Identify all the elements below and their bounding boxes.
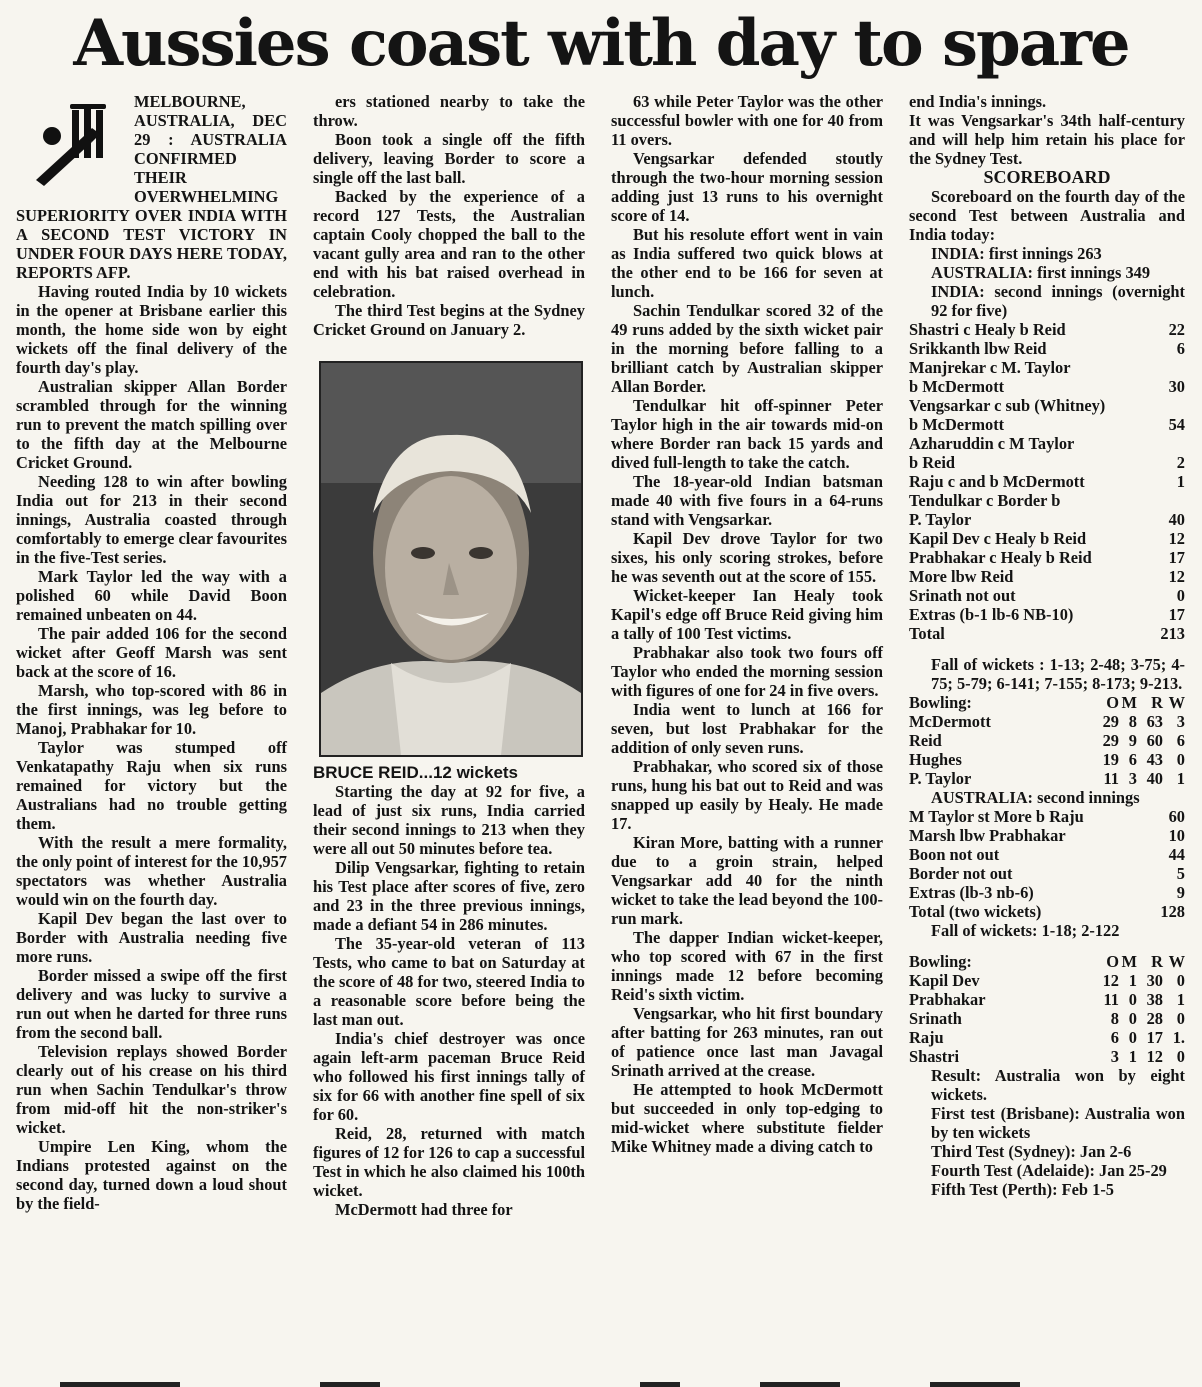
batsman-dismissal: Manjrekar c M. Taylor [909,358,1071,377]
bowling-cell: 6 [1128,750,1137,769]
portrait-image [321,363,581,755]
article-paragraph: Kapil Dev began the last over to Border with Australia needing five more runs. [16,909,287,966]
article-paragraph: Boon took a single off the fifth delivery, leaving Border to score a single off the last ball. [313,130,585,187]
batting-row [909,624,1185,643]
runs-scored: 17 [1168,548,1185,567]
batting-row [909,472,1185,491]
bowling-cell: 1 [1176,769,1185,788]
bowling-cell: 0 [1176,971,1185,990]
batsman-dismissal: Prabhakar c Healy b Reid [909,548,1092,567]
cricket-stumps-icon [26,100,122,190]
article-paragraph: But his resolute effort went in vain as India suffered two quick blows at the other end to be 166 for seven at lunch. [611,225,883,301]
runs-scored [1159,491,1185,510]
batting-row [909,339,1185,358]
article-paragraph: India's chief destroyer was once again left-arm paceman Bruce Reid who followed his first innings tally of six for 66 with another fine spell of six for 60. [313,1029,585,1124]
bowling-cell: Kapil Dev [909,971,980,990]
bowling-row [909,769,1185,788]
runs-scored: 1 [1176,472,1185,491]
headline: Aussies coast with day to spare [73,6,1129,81]
australia-second-innings-heading: AUSTRALIA: second innings [931,788,1140,807]
bowling-row [909,731,1185,750]
bowling-cell: 0 [1176,750,1185,769]
bruce-reid-photo [319,361,583,757]
bowling-header-cell: M [1121,952,1137,971]
article-paragraph: Kapil Dev drove Taylor for two sixes, his only scoring strokes, before he was seventh out at the score of 155. [611,529,883,586]
bowling-cell: Shastri [909,1047,960,1066]
batting-row [909,864,1185,883]
bowling-cell: 60 [1146,731,1163,750]
article-paragraph: 63 while Peter Taylor was the other successful bowler with one for 40 from 11 overs. [611,92,883,149]
article-paragraph: It was Vengsarkar's 34th half-century and will help him retain his place for the Sydney Test. [909,111,1185,168]
col2-bottom-paragraphs [313,782,585,1219]
batsman-dismissal: b McDermott [909,415,1005,434]
batsman-dismissal: Marsh lbw Prabhakar [909,826,1066,845]
bowling-cell: 8 [1128,712,1137,731]
batting-row [909,320,1185,339]
article-paragraph: Australian skipper Allan Border scrambled through for the winning run to prevent the match spilling over to the fifth day at the Melbourne Cricket Ground. [16,377,287,472]
col4-paragraphs [909,92,1185,168]
bowling-header-cell: Bowling: [909,952,972,971]
bowling-cell: 1 [1176,990,1185,1009]
bowling-cell: 8 [1110,1009,1119,1028]
runs-scored: 6 [1176,339,1185,358]
batsman-dismissal: Raju c and b McDermott [909,472,1085,491]
australia-bowling-table [909,693,1185,788]
article-paragraph: Border missed a swipe off the first delivery and was lucky to survive a run out when he darted for three runs from the second ball. [16,966,287,1042]
col1-paragraphs [16,282,287,1213]
bowling-cell: 40 [1146,769,1163,788]
bowling-cell: 0 [1176,1009,1185,1028]
batting-row [909,548,1185,567]
bowling-cell: 0 [1128,1028,1137,1047]
bowling-cell: 3 [1128,769,1137,788]
bowling-row [909,750,1185,769]
runs-scored: 9 [1176,883,1185,902]
bowling-cell: 3 [1176,712,1185,731]
bowling-row [909,971,1185,990]
bowling-cell: 1 [1128,1047,1137,1066]
batting-row [909,529,1185,548]
bowling-cell: 1. [1172,1028,1185,1047]
batsman-dismissal: Tendulkar c Border b [909,491,1061,510]
batsman-dismissal: Kapil Dev c Healy b Reid [909,529,1087,548]
article-column-2 [313,92,585,1219]
batting-row [909,358,1185,377]
bowling-cell: Reid [909,731,942,750]
article-paragraph: Mark Taylor led the way with a polished 60 while David Boon remained unbeaten on 44. [16,567,287,624]
batting-row [909,845,1185,864]
runs-scored: 10 [1168,826,1185,845]
runs-scored: 40 [1168,510,1185,529]
article-paragraph: Backed by the experience of a record 127 Tests, the Australian captain Cooly chopped the ball to the vacant gully area and ran to the other end with his bat raised overhead in celebration. [313,187,585,301]
bowling-cell: 1 [1128,971,1137,990]
runs-scored [1159,434,1185,453]
batsman-dismissal: Srikkanth lbw Reid [909,339,1047,358]
fourth-test-date: Fourth Test (Adelaide): Jan 25-29 [931,1161,1167,1180]
batsman-dismissal: b McDermott [909,377,1005,396]
bowling-cell: Srinath [909,1009,962,1028]
article-paragraph: Dilip Vengsarkar, fighting to retain his Test place after scores of five, zero and 23 in the three previous innings, made a defiant 54 in 286 minutes. [313,858,585,934]
article-paragraph: Having routed India by 10 wickets in the opener at Brisbane earlier this month, the home side won by eight wickets off the final delivery of the fourth day's play. [16,282,287,377]
bowling-cell: McDermott [909,712,991,731]
article-paragraph: The pair added 106 for the second wicket after Geoff Marsh was sent back at the score of 16. [16,624,287,681]
runs-scored: 0 [1176,586,1185,605]
runs-scored: 128 [1160,902,1185,921]
bowling-cell: 0 [1128,990,1137,1009]
photo-caption: BRUCE REID...12 wickets [313,763,519,782]
runs-scored: 2 [1176,453,1185,472]
article-paragraph: ers stationed nearby to take the throw. [313,92,585,130]
runs-scored: 12 [1168,529,1185,548]
batting-row [909,605,1185,624]
lead-paragraph: MELBOURNE, AUSTRALIA, DEC 29 : AUSTRALIA CONFIRMED THEIR OVERWHELMING SUPERIORITY OVER INDIA WITH A SECOND TEST VICTORY IN UNDER FOUR DAYS HERE TODAY, REPORTS AFP. [16,92,287,282]
article-paragraph: Marsh, who top-scored with 86 in the first innings, was leg before to Manoj, Prabhakar for 10. [16,681,287,738]
bowling-row [909,1028,1185,1047]
bowling-cell: 43 [1146,750,1163,769]
article-paragraph: With the result a mere formality, the only point of interest for the 10,957 spectators was whether Australia would win on the fourth day. [16,833,287,909]
article-paragraph: Kiran More, batting with a runner due to a groin strain, helped Vengsarkar add 40 for the ninth wicket to take the lead beyond the 100-run mark. [611,833,883,928]
first-test-result: First test (Brisbane): Australia won by ten wickets [931,1104,1185,1142]
match-result: Result: Australia won by eight wickets. [931,1066,1185,1104]
batting-row [909,453,1185,472]
runs-scored [1159,396,1185,415]
india-fall-of-wickets: Fall of wickets : 1-13; 2-48; 3-75; 4-75; 5-79; 6-141; 7-155; 8-173; 9-213. [931,655,1185,693]
bowling-cell: 28 [1146,1009,1163,1028]
next-headline-cutoff [0,1377,1202,1387]
bowling-cell: Raju [909,1028,944,1047]
bowling-cell: P. Taylor [909,769,972,788]
bowling-cell: 0 [1128,1009,1137,1028]
article-paragraph: India went to lunch at 166 for seven, but lost Prabhakar for the addition of only seven runs. [611,700,883,757]
bowling-cell: 0 [1176,1047,1185,1066]
bowling-cell: 12 [1102,971,1119,990]
article-paragraph: The 18-year-old Indian batsman made 40 with five fours in a 64-runs stand with Vengsarkar. [611,472,883,529]
bowling-header-row [909,693,1185,712]
bowling-cell: 6 [1110,1028,1119,1047]
article-paragraph: Reid, 28, returned with match figures of 12 for 126 to cap a successful Test in which he also claimed his 100th wicket. [313,1124,585,1200]
batsman-dismissal: Boon not out [909,845,1000,864]
india-bowling-table [909,952,1185,1066]
batsman-dismissal: Azharuddin c M Taylor [909,434,1075,453]
batting-row [909,491,1185,510]
batting-row [909,883,1185,902]
col2-top-paragraphs [313,92,585,339]
bowling-cell: 17 [1146,1028,1163,1047]
article-paragraph: McDermott had three for [335,1200,513,1219]
article-paragraph: The dapper Indian wicket-keeper, who top scored with 67 in the first innings made 12 before becoming Reid's sixth victim. [611,928,883,1004]
batsman-dismissal: Shastri c Healy b Reid [909,320,1066,339]
bowling-header-cell: R [1151,952,1163,971]
bowling-cell: 9 [1128,731,1137,750]
runs-scored [1159,358,1185,377]
batsman-dismissal: Srinath not out [909,586,1016,605]
bowling-cell: 11 [1103,769,1119,788]
batting-row [909,415,1185,434]
article-paragraph: Television replays showed Border clearly out of his crease on his third run when Sachin Tendulkar's throw from mid-off hit the non-striker's wicket. [16,1042,287,1137]
article-paragraph: Wicket-keeper Ian Healy took Kapil's edge off Bruce Reid giving him a tally of 100 Test victims. [611,586,883,643]
batsman-dismissal: Vengsarkar c sub (Whitney) [909,396,1106,415]
bowling-header-cell: W [1168,952,1185,971]
scoreboard-title: SCOREBOARD [983,167,1111,187]
article-paragraph: Vengsarkar defended stoutly through the two-hour morning session adding just 13 runs to his overnight score of 14. [611,149,883,225]
bowling-header-row [909,952,1185,971]
article-column-1 [16,92,287,1213]
article-paragraph: Taylor was stumped off Venkatapathy Raju when six runs remained for victory but the Australians had no trouble getting them. [16,738,287,833]
bowling-row [909,990,1185,1009]
runs-scored: 22 [1168,320,1185,339]
bowling-header-cell: R [1151,693,1163,712]
runs-scored: 12 [1168,567,1185,586]
bowling-row [909,712,1185,731]
bowling-header-cell: W [1168,693,1185,712]
article-paragraph: Vengsarkar, who hit first boundary after batting for 263 minutes, ran out of patience once last man Javagal Srinath arrived at the crease. [611,1004,883,1080]
article-paragraph: He attempted to hook McDermott but succeeded in only top-edging to mid-wicket where substitute fielder Mike Whitney made a diving catch to [611,1080,883,1156]
bowling-header-cell: O [1106,952,1119,971]
col3-paragraphs [611,92,883,1156]
batsman-dismissal: M Taylor st More b Raju [909,807,1084,826]
bowling-cell: Prabhakar [909,990,986,1009]
batsman-dismissal: More lbw Reid [909,567,1014,586]
runs-scored: 30 [1168,377,1185,396]
runs-scored: 5 [1176,864,1185,883]
bowling-cell: Hughes [909,750,962,769]
bowling-cell: 63 [1146,712,1163,731]
article-paragraph: Needing 128 to win after bowling India out for 213 in their second innings, Australia coasted through comfortably to emerge clear favourites in the five-Test series. [16,472,287,567]
article-paragraph: The 35-year-old veteran of 113 Tests, who came to bat on Saturday at the score of 48 for two, steered India to a reasonable score before being the last man out. [313,934,585,1029]
batting-row [909,434,1185,453]
article-paragraph: Sachin Tendulkar scored 32 of the 49 runs added by the sixth wicket pair in the morning before falling to a brilliant catch by Australian skipper Allan Border. [611,301,883,396]
article-paragraph: Tendulkar hit off-spinner Peter Taylor high in the air towards mid-on where Border ran back 15 yards and dived full-length to take the catch. [611,396,883,472]
batsman-dismissal: Extras (b-1 lb-6 NB-10) [909,605,1074,624]
batting-row [909,567,1185,586]
article-paragraph: The third Test begins at the Sydney Cricket Ground on January 2. [313,301,585,339]
india-second-innings-heading: INDIA: second innings (overnight 92 for five) [931,282,1185,320]
article-column-3 [611,92,883,1156]
batsman-dismissal: Total (two wickets) [909,902,1042,921]
bowling-header-cell: O [1106,693,1119,712]
cutoff-text-bars [0,1380,1202,1387]
batsman-dismissal: Extras (lb-3 nb-6) [909,883,1034,902]
article-column-4 [909,92,1185,1199]
bowling-cell: 6 [1176,731,1185,750]
india-first-innings: INDIA: first innings 263 [931,244,1102,263]
batsman-dismissal: b Reid [909,453,955,472]
bowling-cell: 19 [1102,750,1119,769]
fifth-test-date: Fifth Test (Perth): Feb 1-5 [931,1180,1114,1199]
runs-scored: 44 [1168,845,1185,864]
article-paragraph: end India's innings. [909,92,1047,111]
runs-scored: 17 [1168,605,1185,624]
batting-row [909,510,1185,529]
australia-fall-of-wickets: Fall of wickets: 1-18; 2-122 [931,921,1120,940]
batsman-dismissal: Total [909,624,945,643]
bowling-cell: 3 [1110,1047,1119,1066]
batting-row [909,586,1185,605]
bowling-cell: 12 [1146,1047,1163,1066]
runs-scored: 54 [1168,415,1185,434]
bowling-row [909,1009,1185,1028]
bowling-header-cell: Bowling: [909,693,972,712]
cricket-logo [16,92,134,204]
runs-scored: 213 [1160,624,1185,643]
third-test-date: Third Test (Sydney): Jan 2-6 [931,1142,1132,1161]
batting-row [909,902,1185,921]
bowling-cell: 30 [1146,971,1163,990]
bowling-cell: 38 [1146,990,1163,1009]
article-paragraph: Umpire Len King, whom the Indians protested against on the second day, turned down a loud shout by the field- [16,1137,287,1213]
batsman-dismissal: P. Taylor [909,510,972,529]
bowling-header-cell: M [1121,693,1137,712]
scoreboard-intro: Scoreboard on the fourth day of the second Test between Australia and India today: [909,187,1185,244]
batting-row [909,377,1185,396]
batsman-dismissal: Border not out [909,864,1013,883]
bowling-cell: 29 [1102,731,1119,750]
bowling-cell: 29 [1102,712,1119,731]
australia-first-innings: AUSTRALIA: first innings 349 [931,263,1151,282]
batting-row [909,807,1185,826]
australia-batting-card [909,807,1185,921]
article-paragraph: Starting the day at 92 for five, a lead of just six runs, India carried their second innings to 213 when they were all out 50 minutes before tea. [313,782,585,858]
runs-scored: 60 [1168,807,1185,826]
batting-row [909,826,1185,845]
batting-row [909,396,1185,415]
article-paragraph: Prabhakar also took two fours off Taylor who ended the morning session with figures of one for 24 in five overs. [611,643,883,700]
article-paragraph: Prabhakar, who scored six of those runs, hung his bat out to Reid and was snapped up easily by Healy. He made 17. [611,757,883,833]
bowling-cell: 11 [1103,990,1119,1009]
bowling-row [909,1047,1185,1066]
india-batting-card [909,320,1185,643]
